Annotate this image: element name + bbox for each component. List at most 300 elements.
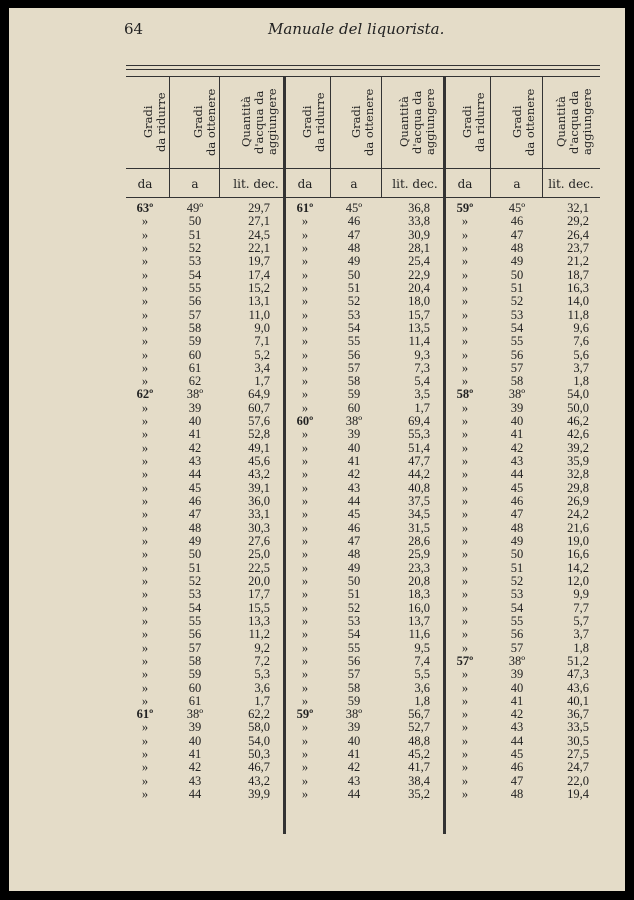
cell-from-degree: » (461, 747, 469, 762)
column-header-line: aggiungere (423, 88, 437, 156)
cell-to-degree: 46 (510, 760, 524, 775)
cell-to-degree: 42 (347, 467, 361, 482)
cell-from-degree: » (141, 454, 149, 469)
cell-water-qty: 35,9 (567, 454, 589, 469)
cell-to-degree: 50 (188, 214, 202, 229)
cell-from-degree: » (141, 520, 149, 535)
cell-water-qty: 15,5 (248, 600, 270, 615)
column-header-line: Gradi (510, 105, 524, 139)
cell-to-degree: 56 (188, 294, 202, 309)
cell-water-qty: 18,7 (567, 267, 589, 282)
column-header (398, 80, 437, 164)
cell-to-degree: 45 (188, 480, 202, 495)
cell-water-qty: 54,0 (248, 733, 270, 748)
cell-water-qty: 30,5 (567, 733, 589, 748)
cell-to-degree: 52 (188, 573, 202, 588)
cell-to-degree: 40 (188, 733, 202, 748)
cell-water-qty: 1,7 (254, 693, 270, 708)
cell-to-degree: 48 (510, 520, 524, 535)
cell-from-degree: » (461, 440, 469, 455)
cell-water-qty: 47,7 (408, 454, 430, 469)
cell-to-degree: 39 (347, 427, 361, 442)
cell-to-degree: 41 (188, 747, 202, 762)
cell-from-degree: » (301, 440, 309, 455)
cell-from-degree: » (461, 600, 469, 615)
cell-from-degree: 61º (296, 201, 314, 215)
column-line (490, 76, 491, 197)
cell-from-degree: » (141, 347, 149, 362)
cell-water-qty: 15,2 (248, 280, 270, 295)
cell-from-degree: » (301, 560, 309, 575)
cell-to-degree: 50 (510, 267, 524, 282)
cell-water-qty: 45,2 (408, 747, 430, 762)
column-header-line: aggiungere (580, 88, 594, 156)
cell-water-qty: 27,1 (248, 214, 270, 229)
cell-to-degree: 60 (188, 680, 202, 695)
cell-from-degree: » (141, 733, 149, 748)
cell-to-degree: 45 (347, 507, 361, 522)
cell-to-degree: 57 (188, 640, 202, 655)
cell-from-degree: » (141, 414, 149, 429)
cell-water-qty: 23,7 (567, 240, 589, 255)
cell-water-qty: 3,6 (414, 680, 430, 695)
cell-water-qty: 24,7 (567, 760, 589, 775)
cell-from-degree: » (141, 760, 149, 775)
cell-from-degree: » (141, 720, 149, 735)
cell-water-qty: 23,3 (408, 560, 430, 575)
column-header-line: d'acqua da (410, 90, 424, 154)
cell-water-qty: 36,8 (408, 201, 430, 215)
column-header (240, 80, 279, 164)
column-header-line: da ridurre (154, 92, 168, 152)
cell-to-degree: 42 (347, 760, 361, 775)
cell-water-qty: 7,2 (254, 653, 270, 668)
cell-from-degree: » (461, 613, 469, 628)
cell-water-qty: 11,6 (408, 627, 430, 642)
cell-to-degree: 40 (347, 733, 361, 748)
column-line (219, 76, 220, 197)
cell-water-qty: 7,3 (414, 360, 430, 375)
column-header-line: Quantità (397, 96, 411, 148)
cell-to-degree: 58 (510, 374, 524, 389)
cell-from-degree: » (301, 640, 309, 655)
cell-water-qty: 28,1 (408, 240, 430, 255)
cell-from-degree: » (301, 534, 309, 548)
cell-from-degree: » (461, 267, 469, 282)
cell-to-degree: 59 (188, 667, 202, 682)
cell-water-qty: 19,0 (567, 534, 589, 548)
cell-from-degree: » (301, 760, 309, 775)
cell-to-degree: 49 (347, 560, 361, 575)
cell-from-degree: » (141, 547, 149, 562)
cell-water-qty: 9,9 (573, 587, 589, 602)
cell-to-degree: 43 (510, 720, 524, 735)
cell-water-qty: 36,0 (248, 494, 270, 509)
cell-from-degree: » (301, 267, 309, 282)
cell-water-qty: 51,2 (567, 653, 589, 668)
cell-from-degree: » (461, 640, 469, 655)
cell-from-degree: » (461, 240, 469, 255)
unit-label: da (137, 177, 153, 191)
table-rule (126, 76, 600, 77)
cell-to-degree: 61 (188, 360, 202, 375)
cell-water-qty: 14,2 (567, 560, 589, 575)
cell-water-qty: 33,1 (248, 507, 270, 522)
cell-from-degree: » (301, 573, 309, 588)
column-line (381, 76, 382, 197)
cell-water-qty: 3,7 (573, 627, 589, 642)
unit-label: a (350, 177, 358, 191)
cell-water-qty: 14,0 (567, 294, 589, 309)
cell-from-degree: » (301, 587, 309, 602)
cell-to-degree: 43 (347, 480, 361, 495)
cell-from-degree: » (141, 467, 149, 482)
cell-water-qty: 62,2 (248, 707, 270, 722)
cell-to-degree: 49º (186, 201, 204, 215)
cell-from-degree: 61º (136, 707, 154, 722)
cell-water-qty: 60,7 (248, 400, 270, 415)
cell-to-degree: 38º (345, 414, 363, 429)
cell-to-degree: 55 (510, 613, 524, 628)
cell-from-degree: » (461, 347, 469, 362)
cell-water-qty: 18,3 (408, 587, 430, 602)
cell-from-degree: 60º (296, 414, 314, 429)
cell-water-qty: 25,0 (248, 547, 270, 562)
cell-water-qty: 22,5 (248, 560, 270, 575)
cell-from-degree: 63º (136, 201, 154, 215)
table-rule (126, 69, 600, 70)
cell-from-degree: » (461, 467, 469, 482)
cell-to-degree: 51 (510, 560, 524, 575)
cell-water-qty: 43,6 (567, 680, 589, 695)
cell-water-qty: 40,1 (567, 693, 589, 708)
cell-water-qty: 16,0 (408, 600, 430, 615)
cell-from-degree: » (141, 400, 149, 415)
column-header (192, 80, 218, 164)
cell-to-degree: 61 (188, 693, 202, 708)
cell-water-qty: 21,6 (567, 520, 589, 535)
cell-from-degree: » (461, 680, 469, 695)
cell-from-degree: » (301, 667, 309, 682)
cell-water-qty: 15,7 (408, 307, 430, 322)
column-header-line: Gradi (300, 105, 314, 139)
cell-to-degree: 48 (188, 520, 202, 535)
cell-from-degree: » (301, 747, 309, 762)
cell-water-qty: 3,4 (254, 360, 270, 375)
cell-water-qty: 38,4 (408, 773, 430, 788)
cell-to-degree: 44 (188, 787, 202, 802)
cell-to-degree: 44 (347, 494, 361, 509)
cell-from-degree: » (141, 773, 149, 788)
cell-from-degree: » (301, 454, 309, 469)
cell-to-degree: 51 (347, 280, 361, 295)
cell-water-qty: 29,2 (567, 214, 589, 229)
cell-to-degree: 54 (510, 600, 524, 615)
cell-from-degree: » (301, 653, 309, 668)
cell-water-qty: 11,4 (408, 334, 430, 349)
unit-label: lit. dec. (392, 177, 438, 191)
cell-to-degree: 44 (510, 467, 524, 482)
cell-water-qty: 43,2 (248, 467, 270, 482)
cell-to-degree: 48 (510, 787, 524, 802)
cell-from-degree: » (301, 227, 309, 242)
cell-water-qty: 7,1 (254, 334, 270, 349)
cell-water-qty: 33,5 (567, 720, 589, 735)
column-header-line: d'acqua da (567, 90, 581, 154)
cell-water-qty: 55,3 (408, 427, 430, 442)
cell-from-degree: » (141, 640, 149, 655)
column-header-line: da ridurre (313, 92, 327, 152)
cell-from-degree: » (301, 427, 309, 442)
cell-water-qty: 24,5 (248, 227, 270, 242)
cell-to-degree: 39 (510, 400, 524, 415)
cell-from-degree: » (301, 374, 309, 389)
cell-water-qty: 29,7 (248, 201, 270, 215)
cell-water-qty: 3,5 (414, 387, 430, 402)
cell-to-degree: 57 (188, 307, 202, 322)
cell-to-degree: 45 (510, 747, 524, 762)
cell-to-degree: 56 (510, 347, 524, 362)
cell-water-qty: 13,3 (248, 613, 270, 628)
cell-to-degree: 51 (510, 280, 524, 295)
cell-from-degree: » (461, 480, 469, 495)
cell-to-degree: 53 (510, 307, 524, 322)
cell-from-degree: » (461, 733, 469, 748)
cell-to-degree: 46 (510, 494, 524, 509)
cell-to-degree: 43 (510, 454, 524, 469)
column-header-line: Gradi (141, 105, 155, 139)
cell-from-degree: » (141, 280, 149, 295)
cell-to-degree: 57 (347, 360, 361, 375)
cell-water-qty: 32,1 (567, 201, 589, 215)
table-rule (126, 168, 600, 169)
cell-water-qty: 20,4 (408, 280, 430, 295)
cell-to-degree: 50 (347, 573, 361, 588)
cell-from-degree: » (141, 267, 149, 282)
cell-to-degree: 47 (347, 534, 361, 548)
cell-water-qty: 9,5 (414, 640, 430, 655)
cell-from-degree: » (141, 307, 149, 322)
cell-water-qty: 58,0 (248, 720, 270, 735)
cell-to-degree: 54 (347, 627, 361, 642)
cell-to-degree: 43 (188, 454, 202, 469)
cell-water-qty: 9,2 (254, 640, 270, 655)
cell-from-degree: » (461, 414, 469, 429)
cell-from-degree: » (301, 307, 309, 322)
cell-water-qty: 46,7 (248, 760, 270, 775)
cell-to-degree: 60 (347, 400, 361, 415)
cell-from-degree: » (301, 507, 309, 522)
section-divider (443, 76, 446, 834)
cell-to-degree: 52 (510, 573, 524, 588)
cell-to-degree: 46 (510, 214, 524, 229)
cell-to-degree: 47 (510, 773, 524, 788)
cell-from-degree: » (301, 680, 309, 695)
cell-from-degree: » (141, 787, 149, 802)
cell-water-qty: 49,1 (248, 440, 270, 455)
cell-from-degree: » (301, 240, 309, 255)
cell-water-qty: 7,6 (573, 334, 589, 349)
cell-to-degree: 52 (347, 294, 361, 309)
cell-from-degree: » (141, 560, 149, 575)
table-rule (126, 197, 600, 198)
cell-from-degree: » (301, 280, 309, 295)
cell-from-degree: » (141, 374, 149, 389)
cell-to-degree: 39 (510, 667, 524, 682)
cell-water-qty: 27,6 (248, 534, 270, 548)
cell-from-degree: » (141, 320, 149, 335)
unit-label: da (297, 177, 313, 191)
unit-label: a (513, 177, 521, 191)
cell-from-degree: » (301, 494, 309, 509)
cell-to-degree: 59 (188, 334, 202, 349)
cell-from-degree: » (301, 254, 309, 269)
cell-to-degree: 41 (347, 454, 361, 469)
cell-to-degree: 52 (188, 240, 202, 255)
column-header (461, 80, 487, 164)
cell-water-qty: 21,2 (567, 254, 589, 269)
cell-to-degree: 47 (347, 227, 361, 242)
cell-water-qty: 5,4 (414, 374, 430, 389)
cell-to-degree: 57 (347, 667, 361, 682)
column-header (142, 80, 168, 164)
cell-from-degree: » (141, 494, 149, 509)
cell-to-degree: 40 (347, 440, 361, 455)
cell-to-degree: 54 (188, 267, 202, 282)
cell-water-qty: 26,9 (567, 494, 589, 509)
cell-water-qty: 19,7 (248, 254, 270, 269)
cell-from-degree: » (141, 334, 149, 349)
cell-to-degree: 60 (188, 347, 202, 362)
cell-from-degree: » (301, 520, 309, 535)
column-header-line: da ottenere (204, 88, 218, 156)
cell-from-degree: » (461, 667, 469, 682)
cell-to-degree: 39 (347, 720, 361, 735)
cell-to-degree: 56 (347, 653, 361, 668)
cell-water-qty: 13,7 (408, 613, 430, 628)
cell-from-degree: » (301, 693, 309, 708)
cell-from-degree: » (141, 427, 149, 442)
cell-from-degree: » (141, 653, 149, 668)
cell-from-degree: » (301, 387, 309, 402)
cell-from-degree: 57º (456, 653, 474, 668)
cell-water-qty: 69,4 (408, 414, 430, 429)
cell-from-degree: » (141, 507, 149, 522)
cell-water-qty: 25,9 (408, 547, 430, 562)
cell-from-degree: » (461, 507, 469, 522)
cell-to-degree: 44 (347, 787, 361, 802)
cell-from-degree: » (141, 680, 149, 695)
cell-from-degree: 58º (456, 387, 474, 402)
cell-from-degree: » (461, 334, 469, 349)
cell-water-qty: 42,6 (567, 427, 589, 442)
cell-water-qty: 36,7 (567, 707, 589, 722)
cell-water-qty: 22,1 (248, 240, 270, 255)
cell-from-degree: » (301, 613, 309, 628)
cell-water-qty: 45,6 (248, 454, 270, 469)
column-header (511, 80, 537, 164)
cell-water-qty: 11,2 (248, 627, 270, 642)
column-header-line: Gradi (191, 105, 205, 139)
cell-to-degree: 41 (188, 427, 202, 442)
cell-to-degree: 58 (347, 680, 361, 695)
page-number: 64 (124, 20, 144, 38)
cell-from-degree: » (301, 480, 309, 495)
cell-from-degree: » (141, 360, 149, 375)
cell-to-degree: 48 (347, 547, 361, 562)
cell-to-degree: 41 (510, 693, 524, 708)
cell-to-degree: 42 (510, 440, 524, 455)
cell-from-degree: » (141, 613, 149, 628)
cell-to-degree: 52 (347, 600, 361, 615)
cell-water-qty: 5,5 (414, 667, 430, 682)
column-header-line: da ottenere (523, 88, 537, 156)
cell-from-degree: » (461, 547, 469, 562)
column-header-line: Quantità (239, 96, 253, 148)
cell-from-degree: » (141, 693, 149, 708)
cell-to-degree: 55 (188, 280, 202, 295)
cell-to-degree: 40 (188, 414, 202, 429)
cell-water-qty: 64,9 (248, 387, 270, 402)
cell-to-degree: 51 (347, 587, 361, 602)
cell-water-qty: 29,8 (567, 480, 589, 495)
cell-water-qty: 30,9 (408, 227, 430, 242)
cell-from-degree: » (141, 240, 149, 255)
cell-to-degree: 40 (510, 414, 524, 429)
cell-water-qty: 5,3 (254, 667, 270, 682)
cell-water-qty: 26,4 (567, 227, 589, 242)
cell-from-degree: 59º (296, 707, 314, 722)
cell-to-degree: 41 (510, 427, 524, 442)
cell-water-qty: 27,5 (567, 747, 589, 762)
cell-water-qty: 1,8 (573, 374, 589, 389)
cell-from-degree: » (461, 534, 469, 548)
cell-to-degree: 46 (347, 520, 361, 535)
cell-water-qty: 11,8 (567, 307, 589, 322)
cell-from-degree: » (141, 480, 149, 495)
cell-from-degree: » (141, 534, 149, 548)
cell-from-degree: » (461, 374, 469, 389)
table-rule (126, 65, 600, 66)
cell-to-degree: 59 (347, 387, 361, 402)
cell-from-degree: » (461, 587, 469, 602)
cell-from-degree: » (141, 214, 149, 229)
cell-from-degree: » (301, 467, 309, 482)
cell-water-qty: 48,8 (408, 733, 430, 748)
cell-water-qty: 5,7 (573, 613, 589, 628)
column-header (301, 80, 327, 164)
cell-water-qty: 30,3 (248, 520, 270, 535)
cell-to-degree: 48 (510, 240, 524, 255)
cell-to-degree: 38º (508, 653, 526, 668)
column-header-line: d'acqua da (252, 90, 266, 154)
cell-to-degree: 55 (347, 640, 361, 655)
cell-water-qty: 9,0 (254, 320, 270, 335)
cell-water-qty: 57,6 (248, 414, 270, 429)
cell-to-degree: 42 (510, 707, 524, 722)
cell-from-degree: » (461, 573, 469, 588)
column-header (350, 80, 376, 164)
cell-water-qty: 35,2 (408, 787, 430, 802)
cell-from-degree: 62º (136, 387, 154, 402)
cell-to-degree: 53 (510, 587, 524, 602)
cell-from-degree: » (461, 520, 469, 535)
column-header-line: Quantità (554, 96, 568, 148)
cell-water-qty: 22,9 (408, 267, 430, 282)
cell-water-qty: 17,4 (248, 267, 270, 282)
cell-water-qty: 5,6 (573, 347, 589, 362)
cell-to-degree: 62 (188, 374, 202, 389)
